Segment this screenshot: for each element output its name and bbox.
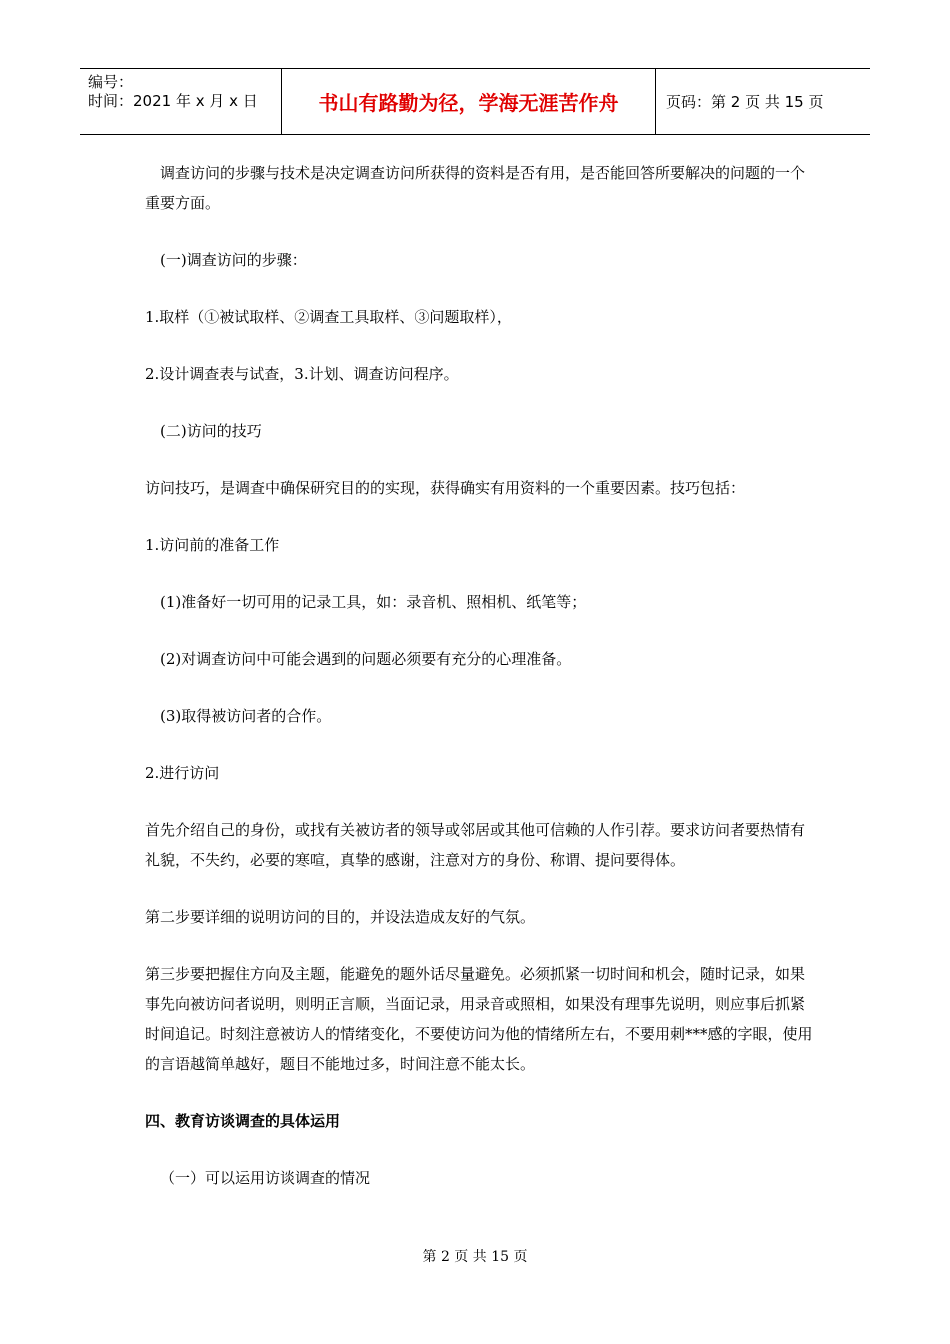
list-item: 2.设计调查表与试查，3.计划、调查访问程序。 (145, 365, 459, 383)
list-item: (2)对调查访问中可能会遇到的问题必须要有充分的心理准备。 (160, 650, 572, 668)
header-motto: 书山有路勤为径，学海无涯苦作舟 (282, 69, 656, 134)
page-footer: 第 2 页 共 15 页 (422, 1249, 528, 1265)
document-body (145, 158, 815, 1220)
header-meta (80, 69, 282, 134)
section-heading: （一）可以运用访谈调查的情况 (160, 1169, 371, 1187)
section-heading: (一)调查访问的步骤： (160, 251, 307, 269)
header-page-label: 页码：第 2 页 共 15 页 (666, 93, 824, 111)
section-heading: (二)访问的技巧 (160, 422, 262, 440)
paragraph: 调查访问的步骤与技术是决定调查访问所获得的资料是否有用，是否能回答所要解决的问题的一个重要方面。 (145, 164, 806, 212)
paragraph: 第三步要把握住方向及主题，能避免的题外话尽量避免。必须抓紧一切时间和机会，随时记录，如果事先向被访问者说明，则明正言顺，当面记录，用录音或照相，如果没有理事先说明，则应事后抓紧时间追记。时刻注意被访人的情绪变化，不要使访问为他的情绪所左右，不要用刺***感的字眼，使用的言语越简单越好，题目不能地过多，时间注意不能太长。 (145, 965, 813, 1073)
list-item: 1.访问前的准备工作 (145, 536, 280, 554)
list-item: 1.取样（①被试取样、②调查工具取样、③问题取样）， (145, 308, 512, 326)
page-header (80, 68, 870, 135)
chapter-heading: 四、教育访谈调查的具体运用 (145, 1112, 341, 1130)
paragraph: 首先介绍自己的身份，或找有关被访者的领导或邻居或其他可信赖的人作引荐。要求访问者要热情有礼貌，不失约，必要的寒喧，真挚的感谢，注意对方的身份、称谓、提问要得体。 (145, 821, 806, 869)
list-item: (3)取得被访问者的合作。 (160, 707, 332, 725)
list-item: (1)准备好一切可用的记录工具，如：录音机、照相机、纸笔等； (160, 593, 587, 611)
list-item: 2.进行访问 (145, 764, 220, 782)
number-label: 编号： (88, 73, 134, 91)
date-label: 时间：2021 年 x 月 x 日 (88, 92, 258, 110)
paragraph: 访问技巧，是调查中确保研究目的的实现，获得确实有用资料的一个重要因素。技巧包括： (145, 479, 746, 497)
paragraph: 第二步要详细的说明访问的目的，并设法造成友好的气氛。 (145, 908, 536, 926)
